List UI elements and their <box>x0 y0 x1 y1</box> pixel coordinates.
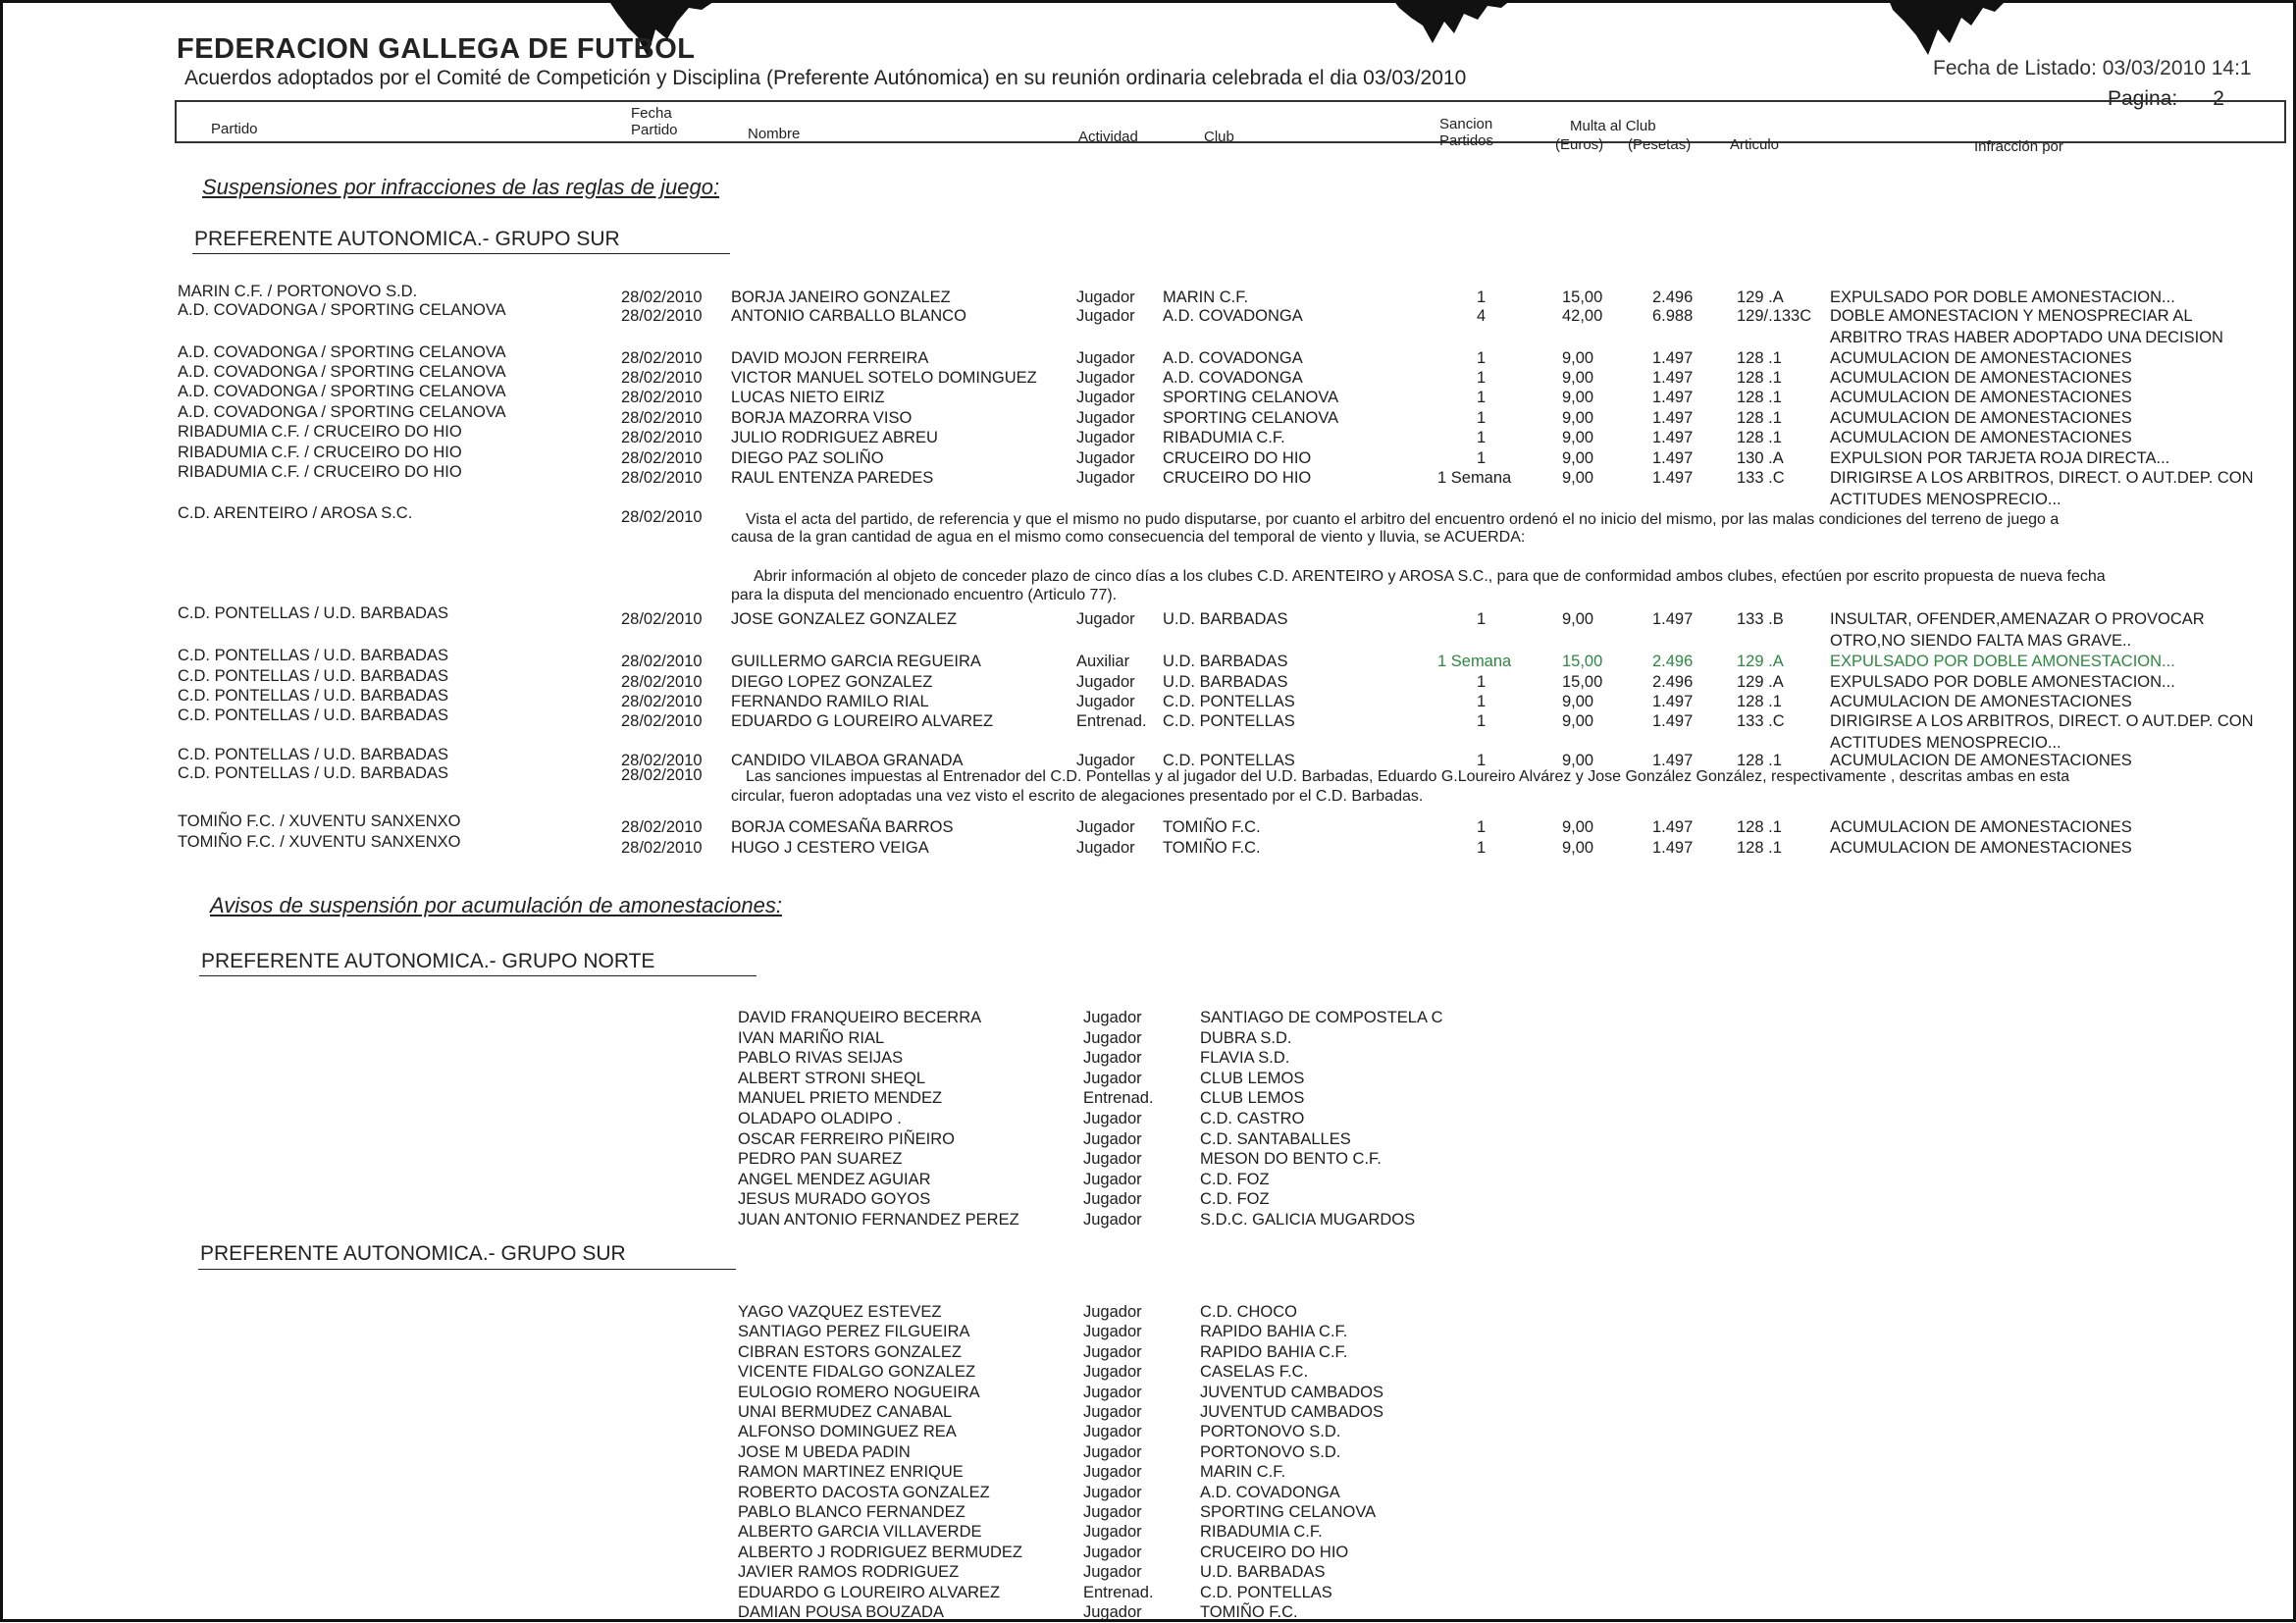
group-sur-underline <box>192 253 730 254</box>
cell-pesetas: 1.497 <box>1652 712 1694 730</box>
cell-nombre: JAVIER RAMOS RODRIGUEZ <box>738 1563 960 1582</box>
cell-club: SPORTING CELANOVA <box>1200 1503 1377 1521</box>
cell-sancion: 4 <box>1477 307 1487 325</box>
cell-nombre: OLADAPO OLADIPO . <box>738 1110 902 1127</box>
col-fecha-l2: Partido <box>631 122 678 138</box>
cell-actividad: Jugador <box>1076 369 1135 387</box>
cell-partido: RIBADUMIA C.F. / CRUCEIRO DO HIO <box>178 423 462 441</box>
cell-euros: 9,00 <box>1562 469 1594 487</box>
cell-club: C.D. FOZ <box>1200 1170 1270 1188</box>
note1-text3: Abrir información al objeto de conceder plazo de cinco días a los clubes C.D. ARENTEIRO y AROSA S.C., para que de conformidad ambos clubes, efectúen por escrito propuesta de nueva fecha <box>754 568 2106 585</box>
cell-fecha: 28/02/2010 <box>621 349 703 367</box>
cell-partido: A.D. COVADONGA / SPORTING CELANOVA <box>178 301 506 319</box>
cell-club: U.D. BARBADAS <box>1163 673 1288 691</box>
cell-articulo: 128 .1 <box>1737 429 1782 446</box>
cell-club: U.D. BARBADAS <box>1200 1563 1326 1582</box>
cell-sancion: 1 <box>1477 389 1487 406</box>
cell-actividad: Jugador <box>1083 1383 1142 1401</box>
cell-actividad: Jugador <box>1083 1211 1142 1229</box>
cell-euros: 9,00 <box>1562 712 1594 730</box>
note2-partido: C.D. PONTELLAS / U.D. BARBADAS <box>178 764 448 782</box>
cell-euros: 9,00 <box>1562 389 1594 406</box>
cell-pesetas: 1.497 <box>1652 610 1694 628</box>
cell-sancion: 1 <box>1477 673 1487 691</box>
note2-text2: circular, fueron adoptadas una vez visto el escrito de alegaciones presentado por el C.D. Barbadas. <box>731 788 1424 805</box>
cell-actividad: Jugador <box>1076 673 1135 691</box>
cell-actividad: Jugador <box>1083 1028 1142 1047</box>
cell-sancion: 1 <box>1477 449 1487 467</box>
page-label: Pagina: <box>2108 87 2178 110</box>
cell-fecha: 28/02/2010 <box>621 429 703 446</box>
cell-sancion: 1 <box>1477 712 1487 730</box>
note2-fecha: 28/02/2010 <box>621 766 703 784</box>
cell-partido: A.D. COVADONGA / SPORTING CELANOVA <box>178 343 506 361</box>
cell-euros: 9,00 <box>1562 449 1594 467</box>
cell-club: FLAVIA S.D. <box>1200 1049 1290 1068</box>
cell-actividad: Jugador <box>1083 1110 1142 1127</box>
listing-date: Fecha de Listado: 03/03/2010 14:1 <box>1933 57 2252 79</box>
cell-club: A.D. COVADONGA <box>1200 1483 1340 1501</box>
cell-actividad: Jugador <box>1083 1563 1142 1582</box>
cell-nombre: PABLO BLANCO FERNANDEZ <box>738 1503 965 1521</box>
cell-nombre: ANGEL MENDEZ AGUIAR <box>738 1170 931 1188</box>
cell-infraccion: ACUMULACION DE AMONESTACIONES <box>1830 818 2132 836</box>
note1-text2: causa de la gran cantidad de agua en el mismo como consecuencia del temporal de viento y lluvia, se ACUERDA: <box>731 529 1526 546</box>
cell-partido: C.D. PONTELLAS / U.D. BARBADAS <box>178 707 448 724</box>
cell-euros: 15,00 <box>1562 673 1603 691</box>
cell-pesetas: 1.497 <box>1652 839 1694 857</box>
cell-articulo: 128 .1 <box>1737 752 1782 769</box>
cell-nombre: DAVID FRANQUEIRO BECERRA <box>738 1009 982 1026</box>
cell-nombre: BORJA JANEIRO GONZALEZ <box>731 288 951 306</box>
cell-sancion: 1 <box>1477 288 1487 306</box>
cell-nombre: CIBRAN ESTORS GONZALEZ <box>738 1342 962 1361</box>
cell-infraccion: INSULTAR, OFENDER,AMENAZAR O PROVOCAR <box>1830 610 2205 628</box>
cell-partido: TOMIÑO F.C. / XUVENTU SANXENXO <box>178 812 461 830</box>
cell-club: CASELAS F.C. <box>1200 1363 1309 1382</box>
cell-actividad: Jugador <box>1076 752 1135 769</box>
cell-club: CLUB LEMOS <box>1200 1069 1305 1087</box>
cell-nombre: ALBERT STRONI SHEQL <box>738 1069 926 1087</box>
cell-fecha: 28/02/2010 <box>621 839 703 857</box>
col-fecha-l1: Fecha <box>631 105 672 122</box>
cell-infraccion-cont: OTRO,NO SIENDO FALTA MAS GRAVE.. <box>1830 632 2132 650</box>
cell-actividad: Jugador <box>1076 839 1135 857</box>
cell-nombre: SANTIAGO PEREZ FILGUEIRA <box>738 1323 970 1341</box>
cell-articulo: 128 .1 <box>1737 409 1782 427</box>
cell-actividad: Jugador <box>1083 1603 1142 1621</box>
cell-fecha: 28/02/2010 <box>621 752 703 769</box>
cell-actividad: Jugador <box>1076 818 1135 836</box>
cell-actividad: Jugador <box>1076 610 1135 628</box>
cell-fecha: 28/02/2010 <box>621 409 703 427</box>
cell-club: C.D. CASTRO <box>1200 1110 1305 1127</box>
cell-euros: 15,00 <box>1562 288 1603 306</box>
col-fecha <box>631 105 678 138</box>
cell-nombre: HUGO J CESTERO VEIGA <box>731 839 929 857</box>
cell-fecha: 28/02/2010 <box>621 288 703 306</box>
cell-club: SANTIAGO DE COMPOSTELA C <box>1200 1009 1443 1026</box>
cell-nombre: FERNANDO RAMILO RIAL <box>731 693 929 710</box>
cell-partido: C.D. PONTELLAS / U.D. BARBADAS <box>178 687 448 705</box>
cell-actividad: Jugador <box>1083 1503 1142 1521</box>
cell-partido: C.D. PONTELLAS / U.D. BARBADAS <box>178 604 448 622</box>
cell-pesetas: 1.497 <box>1652 369 1694 387</box>
cell-club: S.D.C. GALICIA MUGARDOS <box>1200 1211 1416 1229</box>
cell-pesetas: 2.496 <box>1652 288 1694 306</box>
cell-sancion: 1 Semana <box>1437 469 1512 487</box>
cell-actividad: Auxiliar <box>1076 653 1130 670</box>
note1-text4: para la disputa del mencionado encuentro (Articulo 77). <box>731 587 1118 603</box>
cell-nombre: BORJA COMESAÑA BARROS <box>731 818 954 836</box>
col-actividad: Actividad <box>1078 129 1138 145</box>
cell-actividad: Jugador <box>1076 429 1135 446</box>
cell-euros: 9,00 <box>1562 752 1594 769</box>
cell-club: CRUCEIRO DO HIO <box>1200 1543 1349 1561</box>
cell-partido: A.D. COVADONGA / SPORTING CELANOVA <box>178 403 506 421</box>
cell-nombre: VICENTE FIDALGO GONZALEZ <box>738 1363 976 1382</box>
cell-actividad: Jugador <box>1083 1129 1142 1148</box>
cell-club: U.D. BARBADAS <box>1163 653 1288 670</box>
cell-club: RAPIDO BAHIA C.F. <box>1200 1342 1348 1361</box>
col-articulo: Articulo <box>1730 136 1780 153</box>
cell-club: CRUCEIRO DO HIO <box>1163 449 1312 467</box>
cell-nombre: YAGO VAZQUEZ ESTEVEZ <box>738 1303 942 1321</box>
cell-infraccion-cont: ARBITRO TRAS HABER ADOPTADO UNA DECISION <box>1830 329 2223 346</box>
cell-actividad: Jugador <box>1083 1150 1142 1169</box>
cell-infraccion: EXPULSION POR TARJETA ROJA DIRECTA... <box>1830 449 2170 467</box>
cell-nombre: ALBERTO GARCIA VILLAVERDE <box>738 1523 982 1542</box>
cell-nombre: OSCAR FERREIRO PIÑEIRO <box>738 1129 955 1148</box>
federation-title: FEDERACION GALLEGA DE FUTBOL <box>177 33 696 65</box>
cell-fecha: 28/02/2010 <box>621 389 703 406</box>
cell-nombre: DIEGO PAZ SOLIÑO <box>731 449 884 467</box>
cell-club: A.D. COVADONGA <box>1163 349 1303 367</box>
cell-infraccion: ACUMULACION DE AMONESTACIONES <box>1830 693 2132 710</box>
cell-nombre: EULOGIO ROMERO NOGUEIRA <box>738 1383 980 1401</box>
cell-articulo: 133 .C <box>1737 712 1785 730</box>
col-sancion <box>1439 116 1493 149</box>
cell-euros: 15,00 <box>1562 653 1603 670</box>
cell-club: A.D. COVADONGA <box>1163 307 1303 325</box>
cell-actividad: Jugador <box>1083 1303 1142 1321</box>
cell-actividad: Jugador <box>1083 1342 1142 1361</box>
cell-nombre: RAMON MARTINEZ ENRIQUE <box>738 1463 964 1482</box>
cell-pesetas: 6.988 <box>1652 307 1694 325</box>
cell-articulo: 129/.133C <box>1737 307 1812 325</box>
section-suspensiones-title: Suspensiones por infracciones de las reglas de juego: <box>202 175 720 199</box>
cell-partido: A.D. COVADONGA / SPORTING CELANOVA <box>178 363 506 381</box>
cell-club: PORTONOVO S.D. <box>1200 1423 1341 1441</box>
cell-actividad: Jugador <box>1076 288 1135 306</box>
cell-club: RIBADUMIA C.F. <box>1163 429 1285 446</box>
cell-pesetas: 1.497 <box>1652 409 1694 427</box>
cell-actividad: Jugador <box>1076 409 1135 427</box>
cell-infraccion: ACUMULACION DE AMONESTACIONES <box>1830 752 2132 769</box>
cell-actividad: Jugador <box>1083 1543 1142 1561</box>
cell-sancion: 1 <box>1477 349 1487 367</box>
cell-nombre: ANTONIO CARBALLO BLANCO <box>731 307 966 325</box>
cell-nombre: IVAN MARIÑO RIAL <box>738 1028 885 1047</box>
cell-club: MARIN C.F. <box>1200 1463 1286 1482</box>
cell-articulo: 128 .1 <box>1737 693 1782 710</box>
cell-pesetas: 1.497 <box>1652 429 1694 446</box>
cell-actividad: Jugador <box>1083 1069 1142 1087</box>
cell-actividad: Jugador <box>1083 1483 1142 1501</box>
cell-club: U.D. BARBADAS <box>1163 610 1288 628</box>
cell-sancion: 1 <box>1477 429 1487 446</box>
cell-infraccion: EXPULSADO POR DOBLE AMONESTACION... <box>1830 673 2175 691</box>
cell-nombre: JULIO RODRIGUEZ ABREU <box>731 429 938 446</box>
group-sur2-title: PREFERENTE AUTONOMICA.- GRUPO SUR <box>200 1242 626 1265</box>
cell-infraccion: ACUMULACION DE AMONESTACIONES <box>1830 429 2132 446</box>
cell-euros: 9,00 <box>1562 839 1594 857</box>
section-avisos-title: Avisos de suspensión por acumulación de amonestaciones: <box>210 893 782 917</box>
col-nombre: Nombre <box>748 126 801 142</box>
cell-actividad: Jugador <box>1076 307 1135 325</box>
cell-actividad: Jugador <box>1076 449 1135 467</box>
cell-partido: RIBADUMIA C.F. / CRUCEIRO DO HIO <box>178 444 462 461</box>
cell-infraccion: DIRIGIRSE A LOS ARBITROS, DIRECT. O AUT.DEP. CON <box>1830 469 2254 487</box>
cell-nombre: DIEGO LOPEZ GONZALEZ <box>731 673 933 691</box>
cell-actividad: Jugador <box>1083 1363 1142 1382</box>
cell-articulo: 128 .1 <box>1737 369 1782 387</box>
cell-actividad: Jugador <box>1083 1423 1142 1441</box>
cell-infraccion: ACUMULACION DE AMONESTACIONES <box>1830 389 2132 406</box>
cell-fecha: 28/02/2010 <box>621 653 703 670</box>
col-sancion-l1: Sancion <box>1439 116 1493 132</box>
cell-actividad: Jugador <box>1076 693 1135 710</box>
cell-club: SPORTING CELANOVA <box>1163 389 1339 406</box>
cell-club: CRUCEIRO DO HIO <box>1163 469 1312 487</box>
col-partido: Partido <box>211 121 258 137</box>
cell-articulo: 129 .A <box>1737 288 1784 306</box>
cell-actividad: Jugador <box>1083 1190 1142 1209</box>
cell-pesetas: 1.497 <box>1652 752 1694 769</box>
col-pesetas: (Pesetas) <box>1628 136 1692 153</box>
cell-fecha: 28/02/2010 <box>621 818 703 836</box>
col-infraccion: Infracción por <box>1974 138 2063 155</box>
cell-nombre: BORJA MAZORRA VISO <box>731 409 913 427</box>
cell-pesetas: 2.496 <box>1652 673 1694 691</box>
cell-club: C.D. PONTELLAS <box>1163 693 1295 710</box>
cell-club: JUVENTUD CAMBADOS <box>1200 1383 1384 1401</box>
cell-euros: 9,00 <box>1562 409 1594 427</box>
cell-actividad: Jugador <box>1083 1009 1142 1026</box>
cell-nombre: PABLO RIVAS SEIJAS <box>738 1049 904 1068</box>
cell-club: TOMIÑO F.C. <box>1163 839 1261 857</box>
cell-euros: 9,00 <box>1562 693 1594 710</box>
cell-articulo: 133 .B <box>1737 610 1784 628</box>
cell-partido: C.D. PONTELLAS / U.D. BARBADAS <box>178 667 448 685</box>
cell-infraccion: DIRIGIRSE A LOS ARBITROS, DIRECT. O AUT.DEP. CON <box>1830 712 2254 730</box>
cell-nombre: DAVID MOJON FERREIRA <box>731 349 929 367</box>
cell-sancion: 1 <box>1477 610 1487 628</box>
cell-fecha: 28/02/2010 <box>621 673 703 691</box>
cell-partido: A.D. COVADONGA / SPORTING CELANOVA <box>178 383 506 400</box>
report-subtitle: Acuerdos adoptados por el Comité de Competición y Disciplina (Preferente Autónomica) en su reunión ordinaria celebrada el dia 03/03/2010 <box>184 67 1467 89</box>
cell-fecha: 28/02/2010 <box>621 469 703 487</box>
cell-club: DUBRA S.D. <box>1200 1028 1292 1047</box>
cell-articulo: 133 .C <box>1737 469 1785 487</box>
cell-fecha: 28/02/2010 <box>621 307 703 325</box>
cell-sancion: 1 <box>1477 693 1487 710</box>
cell-sancion: 1 <box>1477 409 1487 427</box>
cell-club: A.D. COVADONGA <box>1163 369 1303 387</box>
cell-articulo: 128 .1 <box>1737 389 1782 406</box>
cell-articulo: 128 .1 <box>1737 349 1782 367</box>
cell-partido: MARIN C.F. / PORTONOVO S.D. <box>178 283 418 300</box>
cell-sancion: 1 <box>1477 839 1487 857</box>
cell-club: TOMIÑO F.C. <box>1163 818 1261 836</box>
cell-articulo: 129 .A <box>1737 673 1784 691</box>
cell-club: CLUB LEMOS <box>1200 1089 1305 1108</box>
cell-sancion: 1 Semana <box>1437 653 1512 670</box>
note1-text1: Vista el acta del partido, de referencia y que el mismo no pudo disputarse, por cuanto el arbitro del encuentro ordenó el no inicio del mismo, por las malas condiciones del terreno de juego a <box>746 511 2060 528</box>
cell-articulo: 128 .1 <box>1737 818 1782 836</box>
cell-infraccion: ACUMULACION DE AMONESTACIONES <box>1830 349 2132 367</box>
cell-partido: RIBADUMIA C.F. / CRUCEIRO DO HIO <box>178 463 462 481</box>
cell-euros: 9,00 <box>1562 349 1594 367</box>
cell-fecha: 28/02/2010 <box>621 693 703 710</box>
cell-fecha: 28/02/2010 <box>621 712 703 730</box>
group-sur-title: PREFERENTE AUTONOMICA.- GRUPO SUR <box>194 228 620 250</box>
cell-infraccion: EXPULSADO POR DOBLE AMONESTACION... <box>1830 653 2175 670</box>
col-club: Club <box>1204 129 1234 145</box>
cell-club: C.D. PONTELLAS <box>1200 1583 1332 1601</box>
note1-partido: C.D. ARENTEIRO / AROSA S.C. <box>178 504 413 522</box>
cell-club: C.D. SANTABALLES <box>1200 1129 1351 1148</box>
cell-partido: C.D. PONTELLAS / U.D. BARBADAS <box>178 647 448 664</box>
group-norte-title: PREFERENTE AUTONOMICA.- GRUPO NORTE <box>201 950 655 972</box>
cell-infraccion: DOBLE AMONESTACION Y MENOSPRECIAR AL <box>1830 307 2193 325</box>
cell-pesetas: 1.497 <box>1652 693 1694 710</box>
note2-text1: Las sanciones impuestas al Entrenador del C.D. Pontellas y al jugador del U.D. Barbadas, Eduardo G.Loureiro Alvárez y Jose González González, respectivamente , descritas ambas en esta <box>746 768 2070 785</box>
cell-pesetas: 1.497 <box>1652 349 1694 367</box>
cell-actividad: Entrenad. <box>1083 1583 1154 1601</box>
cell-fecha: 28/02/2010 <box>621 449 703 467</box>
cell-nombre: LUCAS NIETO EIRIZ <box>731 389 885 406</box>
cell-nombre: JOSE GONZALEZ GONZALEZ <box>731 610 958 628</box>
cell-pesetas: 2.496 <box>1652 653 1694 670</box>
cell-infraccion: ACUMULACION DE AMONESTACIONES <box>1830 409 2132 427</box>
cell-nombre: VICTOR MANUEL SOTELO DOMINGUEZ <box>731 369 1037 387</box>
torn-edge-middle <box>1393 0 1511 59</box>
cell-club: SPORTING CELANOVA <box>1163 409 1339 427</box>
cell-sancion: 1 <box>1477 818 1487 836</box>
cell-euros: 9,00 <box>1562 610 1594 628</box>
cell-club: RAPIDO BAHIA C.F. <box>1200 1323 1348 1341</box>
cell-actividad: Jugador <box>1083 1442 1142 1461</box>
cell-actividad: Jugador <box>1083 1463 1142 1482</box>
cell-actividad: Entrenad. <box>1076 712 1147 730</box>
cell-euros: 9,00 <box>1562 429 1594 446</box>
col-sancion-l2: Partidos <box>1439 132 1494 149</box>
cell-actividad: Jugador <box>1076 349 1135 367</box>
cell-nombre: ALFONSO DOMINGUEZ REA <box>738 1423 957 1441</box>
cell-nombre: EDUARDO G LOUREIRO ALVAREZ <box>731 712 994 730</box>
cell-articulo: 130 .A <box>1737 449 1784 467</box>
cell-euros: 9,00 <box>1562 369 1594 387</box>
cell-pesetas: 1.497 <box>1652 818 1694 836</box>
cell-club: C.D. CHOCO <box>1200 1303 1297 1321</box>
cell-partido: C.D. PONTELLAS / U.D. BARBADAS <box>178 746 448 763</box>
cell-club: C.D. FOZ <box>1200 1190 1270 1209</box>
cell-club: PORTONOVO S.D. <box>1200 1442 1341 1461</box>
group-norte-underline <box>199 975 757 976</box>
cell-nombre: GUILLERMO GARCIA REGUEIRA <box>731 653 981 670</box>
cell-club: MARIN C.F. <box>1163 288 1249 306</box>
col-euros: (Euros) <box>1555 136 1604 153</box>
cell-club: JUVENTUD CAMBADOS <box>1200 1403 1384 1421</box>
cell-nombre: JUAN ANTONIO FERNANDEZ PEREZ <box>738 1211 1019 1229</box>
cell-fecha: 28/02/2010 <box>621 610 703 628</box>
cell-infraccion: ACUMULACION DE AMONESTACIONES <box>1830 369 2132 387</box>
note1-fecha: 28/02/2010 <box>621 508 703 526</box>
cell-partido: TOMIÑO F.C. / XUVENTU SANXENXO <box>178 833 461 851</box>
cell-articulo: 129 .A <box>1737 653 1784 670</box>
cell-club: TOMIÑO F.C. <box>1200 1603 1298 1621</box>
cell-euros: 42,00 <box>1562 307 1603 325</box>
cell-nombre: JOSE M UBEDA PADIN <box>738 1442 911 1461</box>
cell-actividad: Jugador <box>1083 1049 1142 1068</box>
cell-fecha: 28/02/2010 <box>621 369 703 387</box>
cell-sancion: 1 <box>1477 752 1487 769</box>
cell-actividad: Jugador <box>1083 1523 1142 1542</box>
cell-nombre: RAUL ENTENZA PAREDES <box>731 469 934 487</box>
cell-articulo: 128 .1 <box>1737 839 1782 857</box>
cell-actividad: Jugador <box>1083 1170 1142 1188</box>
cell-pesetas: 1.497 <box>1652 389 1694 406</box>
cell-actividad: Entrenad. <box>1083 1089 1154 1108</box>
cell-euros: 9,00 <box>1562 818 1594 836</box>
cell-club: C.D. PONTELLAS <box>1163 752 1295 769</box>
col-multa: Multa al Club <box>1570 118 1656 134</box>
cell-actividad: Jugador <box>1083 1403 1142 1421</box>
cell-infraccion-cont: ACTITUDES MENOSPRECIO... <box>1830 734 2061 752</box>
cell-nombre: CANDIDO VILABOA GRANADA <box>731 752 964 769</box>
cell-nombre: UNAI BERMUDEZ CANABAL <box>738 1403 953 1421</box>
cell-infraccion: EXPULSADO POR DOBLE AMONESTACION... <box>1830 288 2175 306</box>
cell-nombre: ALBERTO J RODRIGUEZ BERMUDEZ <box>738 1543 1023 1561</box>
cell-actividad: Jugador <box>1076 469 1135 487</box>
group-sur2-underline <box>198 1269 736 1270</box>
cell-infraccion-cont: ACTITUDES MENOSPRECIO... <box>1830 491 2061 508</box>
cell-sancion: 1 <box>1477 369 1487 387</box>
page-number: 2 <box>2213 87 2224 110</box>
cell-actividad: Jugador <box>1083 1323 1142 1341</box>
cell-nombre: EDUARDO G LOUREIRO ALVAREZ <box>738 1583 1001 1601</box>
cell-pesetas: 1.497 <box>1652 469 1694 487</box>
cell-infraccion: ACUMULACION DE AMONESTACIONES <box>1830 839 2132 857</box>
cell-actividad: Jugador <box>1076 389 1135 406</box>
cell-club: MESON DO BENTO C.F. <box>1200 1150 1382 1169</box>
cell-nombre: DAMIAN POUSA BOUZADA <box>738 1603 944 1621</box>
cell-nombre: PEDRO PAN SUAREZ <box>738 1150 903 1169</box>
cell-nombre: JESUS MURADO GOYOS <box>738 1190 931 1209</box>
cell-club: C.D. PONTELLAS <box>1163 712 1295 730</box>
cell-pesetas: 1.497 <box>1652 449 1694 467</box>
cell-nombre: ROBERTO DACOSTA GONZALEZ <box>738 1483 990 1501</box>
cell-club: RIBADUMIA C.F. <box>1200 1523 1323 1542</box>
cell-nombre: MANUEL PRIETO MENDEZ <box>738 1089 943 1108</box>
